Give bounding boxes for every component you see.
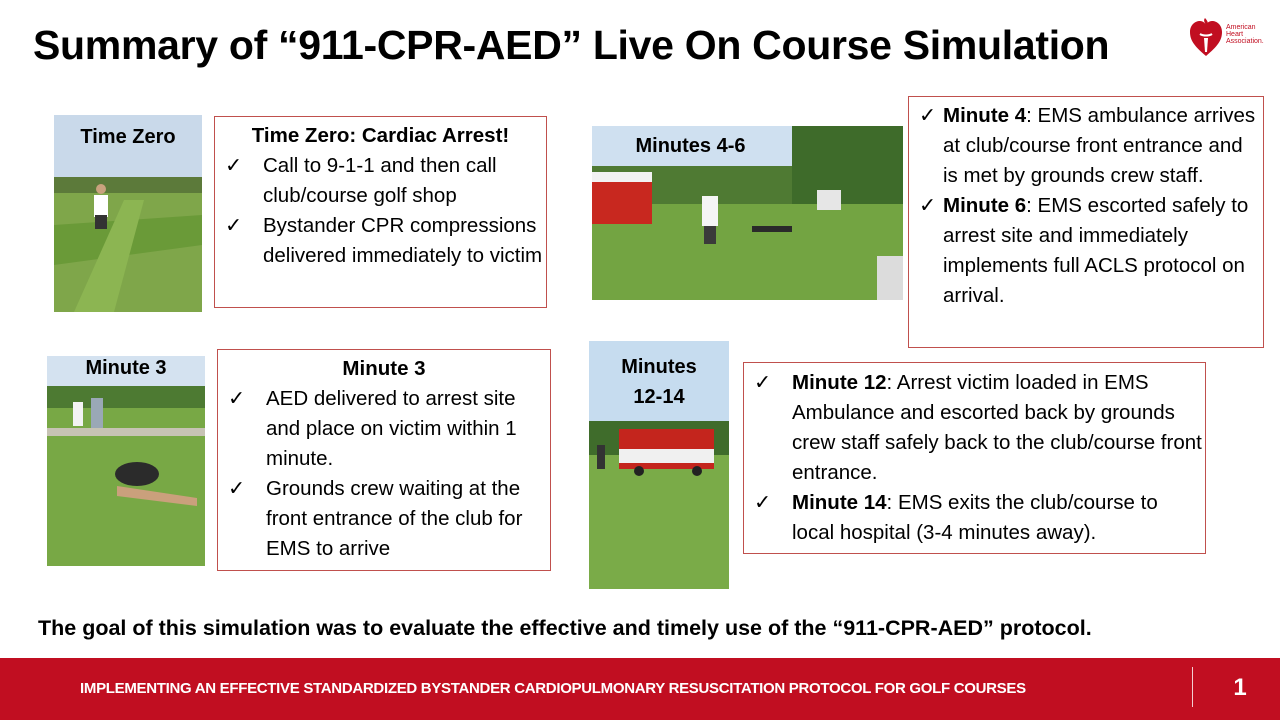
page-number: 1 bbox=[1233, 674, 1247, 701]
photo-minutes-4-6 bbox=[592, 126, 903, 300]
list-item: ✓ Minute 14: EMS exits the club/course to local hospital (3-4 minutes away). bbox=[744, 488, 1205, 548]
check-icon: ✓ bbox=[754, 371, 772, 394]
box-minute-3-heading: Minute 3 bbox=[342, 357, 426, 380]
list-item: ✓ AED delivered to arrest site and place on victim within 1 minute. bbox=[218, 384, 550, 474]
logo-text: American Heart Association. bbox=[1226, 24, 1264, 45]
check-icon: ✓ bbox=[919, 104, 937, 127]
footer-divider bbox=[1192, 667, 1193, 707]
box-minutes-12-14-list bbox=[744, 368, 1205, 548]
photo-time-zero bbox=[54, 115, 202, 312]
list-item: ✓ Minute 4: EMS ambulance arrives at club/course front entrance and is met by grounds crew staff. bbox=[909, 101, 1263, 191]
list-item: ✓ Call to 9-1-1 and then call club/course golf shop bbox=[215, 151, 546, 211]
heart-torch-icon bbox=[1188, 12, 1224, 58]
list-item: ✓ Bystander CPR compressions delivered immediately to victim bbox=[215, 211, 546, 271]
slide-title: Summary of “911-CPR-AED” Live On Course Simulation bbox=[33, 22, 1110, 68]
box-time-zero-heading: Time Zero: Cardiac Arrest! bbox=[251, 124, 510, 147]
box-time-zero bbox=[214, 116, 547, 308]
check-icon: ✓ bbox=[228, 477, 246, 500]
check-icon: ✓ bbox=[225, 154, 243, 177]
check-icon: ✓ bbox=[225, 214, 243, 237]
footer-text: IMPLEMENTING AN EFFECTIVE STANDARDIZED BYSTANDER CARDIOPULMONARY RESUSCITATION PROTOCOL FOR GOLF COURSES bbox=[80, 680, 1026, 697]
photo-label-minutes-12-14-line1: Minutes bbox=[621, 356, 697, 378]
list-item: ✓ Minute 6: EMS escorted safely to arrest site and immediately implements full ACLS protocol on arrival. bbox=[909, 191, 1263, 311]
check-icon: ✓ bbox=[919, 194, 937, 217]
check-icon: ✓ bbox=[754, 491, 772, 514]
list-item: ✓ Minute 12: Arrest victim loaded in EMS Ambulance and escorted back by grounds crew staff safely back to the club/course front entrance. bbox=[744, 368, 1205, 488]
goal-statement: The goal of this simulation was to evaluate the effective and timely use of the “911-CPR-AED” protocol. bbox=[38, 616, 1092, 640]
photo-label-time-zero: Time Zero bbox=[80, 126, 176, 148]
box-minutes-4-6-list bbox=[909, 101, 1263, 311]
photo-label-minute-3: Minute 3 bbox=[85, 357, 167, 379]
box-minutes-12-14 bbox=[743, 362, 1206, 554]
box-minute-3-list bbox=[218, 384, 550, 564]
box-minutes-4-6 bbox=[908, 96, 1264, 348]
photo-minute-3 bbox=[47, 356, 205, 566]
list-item: ✓ Grounds crew waiting at the front entrance of the club for EMS to arrive bbox=[218, 474, 550, 564]
box-time-zero-list bbox=[215, 151, 546, 271]
photo-label-minutes-12-14-line2: 12-14 bbox=[633, 386, 685, 408]
check-icon: ✓ bbox=[228, 387, 246, 410]
photo-minutes-12-14 bbox=[589, 341, 729, 589]
photo-label-minutes-4-6: Minutes 4-6 bbox=[635, 135, 746, 157]
box-minute-3 bbox=[217, 349, 551, 571]
